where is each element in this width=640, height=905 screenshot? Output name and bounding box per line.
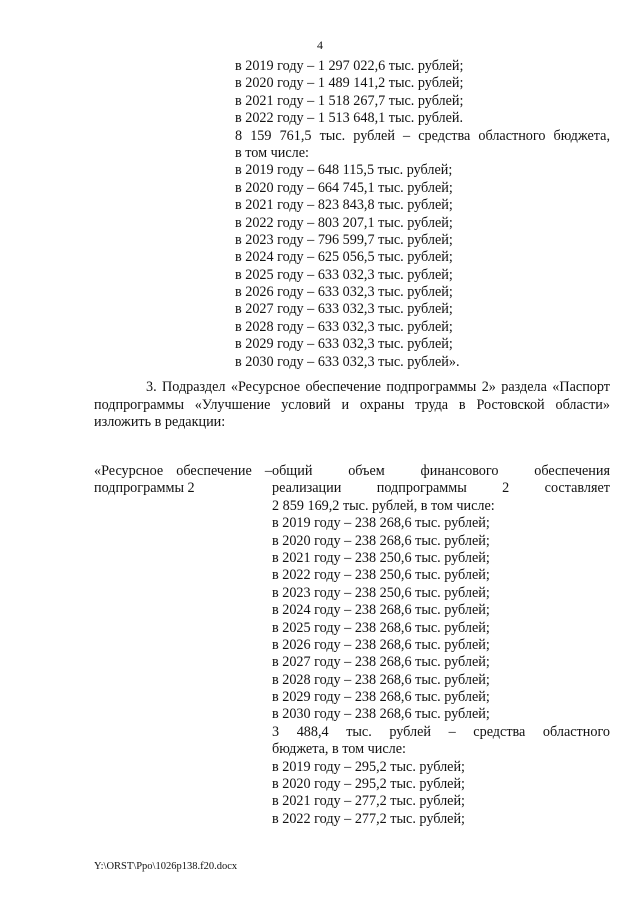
list-item: в 2030 году – 633 032,3 тыс. рублей». bbox=[235, 353, 460, 370]
paragraph-line: подпрограммы «Улучшение условий и охраны труда в Ростовской области» bbox=[94, 396, 610, 413]
table-value-line: в 2030 году – 238 268,6 тыс. рублей; bbox=[272, 706, 490, 723]
table-value-line: в 2021 году – 238 250,6 тыс. рублей; bbox=[272, 549, 490, 566]
table-value-line: в 2021 году – 277,2 тыс. рублей; bbox=[272, 793, 465, 810]
list-item: в 2020 году – 1 489 141,2 тыс. рублей; bbox=[235, 75, 464, 92]
section-paragraph bbox=[94, 379, 610, 432]
table-value-column bbox=[272, 463, 610, 828]
table-value-line: 3 488,4 тыс. рублей – средства областного bbox=[272, 723, 610, 740]
table-value-line: в 2019 году – 295,2 тыс. рублей; bbox=[272, 758, 465, 775]
page-number: 4 bbox=[317, 38, 323, 52]
table-value-line: в 2028 году – 238 268,6 тыс. рублей; bbox=[272, 671, 490, 688]
list-item: в 2022 году – 803 207,1 тыс. рублей; bbox=[235, 214, 453, 231]
table-value-line: в 2023 году – 238 250,6 тыс. рублей; bbox=[272, 584, 490, 601]
list-item: в 2021 году – 1 518 267,7 тыс. рублей; bbox=[235, 92, 464, 109]
table-value-line: в 2020 году – 238 268,6 тыс. рублей; bbox=[272, 532, 490, 549]
list-item: в 2027 году – 633 032,3 тыс. рублей; bbox=[235, 301, 453, 318]
table-value-line: общий объем финансового обеспечения bbox=[272, 463, 610, 479]
table-value-line: в 2024 году – 238 268,6 тыс. рублей; bbox=[272, 602, 490, 619]
list-item: в 2028 году – 633 032,3 тыс. рублей; bbox=[235, 318, 453, 335]
list-item: в 2023 году – 796 599,7 тыс. рублей; bbox=[235, 231, 453, 248]
table-value-line: реализации подпрограммы 2 составляет bbox=[272, 480, 610, 497]
list-item: 8 159 761,5 тыс. рублей – средства областного бюджета, bbox=[235, 127, 610, 144]
table-value-line: в 2025 году – 238 268,6 тыс. рублей; bbox=[272, 619, 490, 636]
funding-list-top bbox=[235, 58, 610, 371]
table-label-line: «Ресурсное обеспечение – bbox=[94, 463, 272, 479]
table-value-line: 2 859 169,2 тыс. рублей, в том числе: bbox=[272, 497, 495, 514]
table-value-line: в 2019 году – 238 268,6 тыс. рублей; bbox=[272, 515, 490, 532]
table-label-line: подпрограммы 2 bbox=[94, 480, 195, 497]
list-item: в 2025 году – 633 032,3 тыс. рублей; bbox=[235, 266, 453, 283]
table-value-line: в 2027 году – 238 268,6 тыс. рублей; bbox=[272, 654, 490, 671]
paragraph-line: 3. Подраздел «Ресурсное обеспечение подпрограммы 2» раздела «Паспорт bbox=[146, 379, 610, 395]
list-item: в 2026 году – 633 032,3 тыс. рублей; bbox=[235, 284, 453, 301]
table-label-column bbox=[94, 463, 272, 498]
list-item: в 2029 году – 633 032,3 тыс. рублей; bbox=[235, 336, 453, 353]
file-path-footer: Y:\ORST\Ppo\1026p138.f20.docx bbox=[94, 861, 238, 872]
list-item: в 2024 году – 625 056,5 тыс. рублей; bbox=[235, 249, 453, 266]
table-value-line: в 2029 году – 238 268,6 тыс. рублей; bbox=[272, 689, 490, 706]
table-value-line: бюджета, в том числе: bbox=[272, 741, 406, 758]
list-item: в 2021 году – 823 843,8 тыс. рублей; bbox=[235, 197, 453, 214]
list-item: в 2022 году – 1 513 648,1 тыс. рублей. bbox=[235, 110, 464, 127]
list-item: в 2020 году – 664 745,1 тыс. рублей; bbox=[235, 179, 453, 196]
list-item: в том числе: bbox=[235, 144, 309, 161]
list-item: в 2019 году – 1 297 022,6 тыс. рублей; bbox=[235, 58, 464, 74]
list-item: в 2019 году – 648 115,5 тыс. рублей; bbox=[235, 162, 453, 179]
table-value-line: в 2026 году – 238 268,6 тыс. рублей; bbox=[272, 636, 490, 653]
table-value-line: в 2022 году – 238 250,6 тыс. рублей; bbox=[272, 567, 490, 584]
table-value-line: в 2020 году – 295,2 тыс. рублей; bbox=[272, 776, 465, 793]
table-value-line: в 2022 году – 277,2 тыс. рублей; bbox=[272, 810, 465, 827]
paragraph-line: изложить в редакции: bbox=[94, 414, 226, 431]
